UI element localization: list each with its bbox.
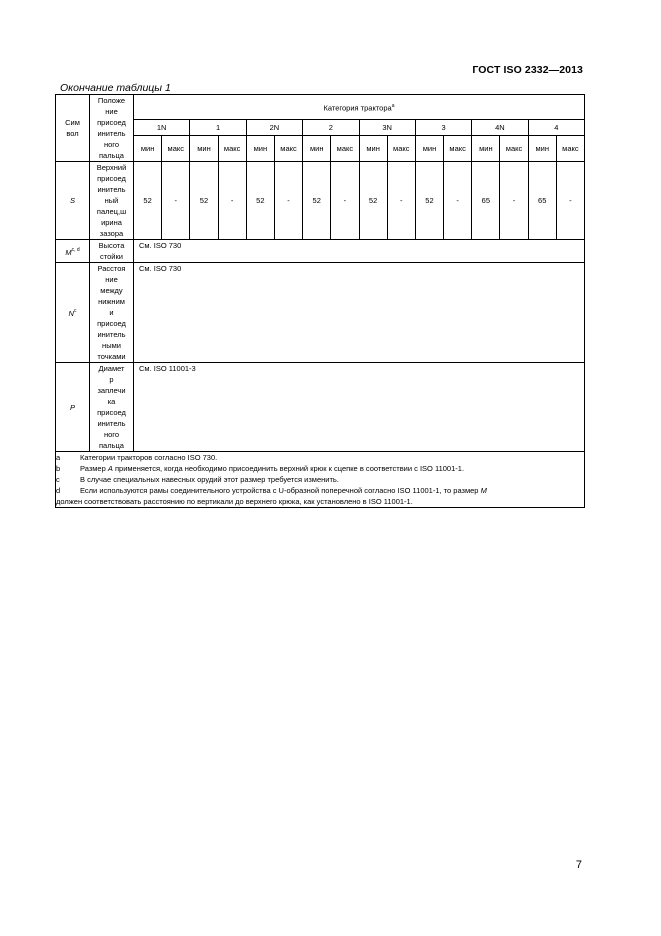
footnotes-cell xyxy=(56,452,585,508)
symbol-cell xyxy=(56,263,90,363)
footnote-text: Размер xyxy=(80,464,108,473)
value-cell: - xyxy=(218,162,246,240)
category-3: 3 xyxy=(415,119,471,135)
header-row-min-max xyxy=(56,135,585,161)
table-row-s xyxy=(56,162,585,240)
table-row-n xyxy=(56,263,585,363)
value-cell: - xyxy=(162,162,190,240)
min-label: мин xyxy=(134,135,162,161)
min-label: мин xyxy=(415,135,443,161)
value-cell: 52 xyxy=(415,162,443,240)
footnote-a xyxy=(56,452,584,463)
max-label: макс xyxy=(556,135,584,161)
param-line: присоед xyxy=(97,174,126,183)
param-line: инитель xyxy=(97,185,126,194)
value-cell: - xyxy=(500,162,528,240)
max-label: макс xyxy=(500,135,528,161)
param-header-line: ного xyxy=(103,140,120,149)
footnote-letter: a xyxy=(56,453,61,462)
max-label: макс xyxy=(162,135,190,161)
value-cell: 65 xyxy=(472,162,500,240)
param-line: р xyxy=(109,375,114,384)
max-label: макс xyxy=(218,135,246,161)
min-label: мин xyxy=(359,135,387,161)
table-1-end xyxy=(55,94,585,508)
symbol-cell xyxy=(56,162,90,240)
min-label: мин xyxy=(528,135,556,161)
param-line: пальца xyxy=(99,441,124,450)
param-line: ный xyxy=(104,196,119,205)
category-4n: 4N xyxy=(472,119,528,135)
symbol: N xyxy=(68,309,74,318)
param-header-line: присоед xyxy=(97,118,126,127)
header-row-categories xyxy=(56,119,585,135)
param-header-cell xyxy=(90,95,134,162)
param-line: Высота xyxy=(98,241,125,250)
param-line: и xyxy=(109,308,114,317)
param-line: Диамет xyxy=(98,364,125,373)
value-cell: 52 xyxy=(134,162,162,240)
footnote-d xyxy=(56,485,584,496)
param-line: ного xyxy=(103,430,120,439)
param-line: присоед xyxy=(97,408,126,417)
header-row-category-title xyxy=(56,95,585,120)
param-line: присоед xyxy=(97,319,126,328)
footnote-text: В случае специальных навесных орудий этот размер требуется изменить. xyxy=(80,475,339,484)
symbol: S xyxy=(69,196,75,205)
symbol-note: c, d xyxy=(71,246,80,253)
footnote-italic-symbol: A xyxy=(107,464,113,473)
category-2: 2 xyxy=(303,119,359,135)
footnote-text: Категории тракторов согласно ISO 730. xyxy=(80,453,218,462)
symbol: P xyxy=(69,402,75,412)
page-number: 7 xyxy=(575,859,582,871)
value-cell: 52 xyxy=(190,162,218,240)
param-cell xyxy=(90,263,134,363)
param-line: ирина xyxy=(101,218,122,227)
min-label: мин xyxy=(246,135,274,161)
param-line: Расстоя xyxy=(97,264,126,273)
footnote-text: Если используются рамы соединительного устройства с U-образной поперечной согласно ISO 11001-1, то размер xyxy=(80,486,481,495)
category-title-cell xyxy=(134,95,585,120)
param-header-line: инитель xyxy=(97,129,126,138)
value-cell: 65 xyxy=(528,162,556,240)
symbol-note: c xyxy=(73,308,77,314)
symbol-cell xyxy=(56,240,90,263)
category-note-marker: a xyxy=(391,102,395,109)
footnote-c xyxy=(56,474,584,485)
min-label: мин xyxy=(472,135,500,161)
reference-cell: См. ISO 730 xyxy=(134,263,585,363)
footnote-text: должен соответствовать расстоянию по вертикали до верхнего крюка, как установлено в ISO 11001-1. xyxy=(56,497,413,506)
value-cell: - xyxy=(556,162,584,240)
category-2n: 2N xyxy=(246,119,302,135)
symbol: M xyxy=(65,247,72,257)
category-3n: 3N xyxy=(359,119,415,135)
footnote-letter: b xyxy=(56,464,61,473)
param-line: ными xyxy=(102,341,121,350)
symbol-header-line: вол xyxy=(66,129,79,138)
param-line: точками xyxy=(97,352,126,361)
table-caption: Окончание таблицы 1 xyxy=(60,82,171,94)
table-row-p xyxy=(56,363,585,452)
value-cell: 52 xyxy=(246,162,274,240)
param-line: зазора xyxy=(99,229,124,238)
footnote-b xyxy=(56,463,584,474)
footnote-letter: d xyxy=(56,486,61,495)
max-label: макс xyxy=(274,135,302,161)
symbol-header-line: Сим xyxy=(65,118,80,127)
category-1n: 1N xyxy=(134,119,190,135)
param-header-line: Положе xyxy=(97,96,126,105)
category-4: 4 xyxy=(528,119,584,135)
symbol-cell xyxy=(56,363,90,452)
value-cell: 52 xyxy=(303,162,331,240)
min-label: мин xyxy=(303,135,331,161)
param-line: Верхний xyxy=(96,163,127,172)
param-line: ка xyxy=(107,397,116,406)
footnote-d-continuation xyxy=(56,496,584,507)
value-cell: - xyxy=(387,162,415,240)
value-cell: - xyxy=(444,162,472,240)
param-line: заплечи xyxy=(97,386,126,395)
param-header-line: ние xyxy=(105,107,118,116)
category-title: Категория трактора xyxy=(323,103,392,113)
footnote-text: применяется, когда необходимо присоединить верхний крюк к сцепке в соответствии с ISO 11001-1. xyxy=(112,464,465,473)
param-line: палец,ш xyxy=(96,207,127,216)
max-label: макс xyxy=(387,135,415,161)
param-line: между xyxy=(100,286,123,295)
param-cell xyxy=(90,240,134,263)
param-cell xyxy=(90,363,134,452)
max-label: макс xyxy=(331,135,359,161)
reference-cell: См. ISO 11001-3 xyxy=(134,363,585,452)
param-line: стойки xyxy=(100,252,123,261)
value-cell: 52 xyxy=(359,162,387,240)
param-line: ние xyxy=(105,275,118,284)
value-cell: - xyxy=(331,162,359,240)
reference-cell: См. ISO 730 xyxy=(134,240,585,263)
param-line: инитель xyxy=(97,419,126,428)
table-row-m xyxy=(56,240,585,263)
param-line: нижним xyxy=(98,297,125,306)
category-1: 1 xyxy=(190,119,246,135)
symbol-header-cell xyxy=(56,95,90,162)
param-cell xyxy=(90,162,134,240)
footnotes-row xyxy=(56,452,585,508)
footnote-italic-symbol: M xyxy=(480,486,487,495)
max-label: макс xyxy=(444,135,472,161)
min-label: мин xyxy=(190,135,218,161)
value-cell: - xyxy=(274,162,302,240)
footnote-letter: c xyxy=(56,475,60,484)
param-header-line: пальца xyxy=(99,151,124,160)
param-line: инитель xyxy=(97,330,126,339)
document-standard-header: ГОСТ ISO 2332—2013 xyxy=(472,64,583,76)
